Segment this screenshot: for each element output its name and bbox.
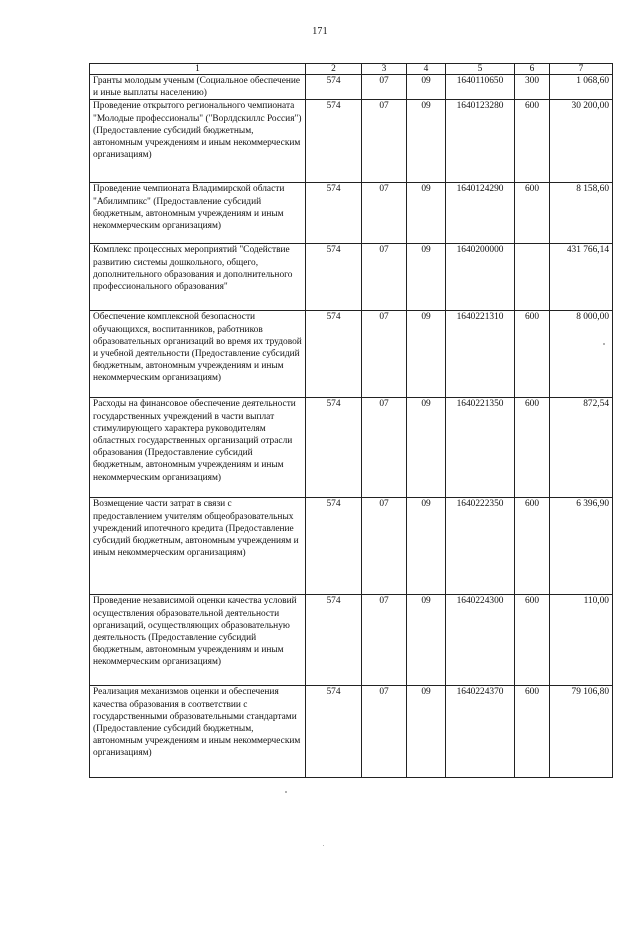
- expense-type-code: [515, 244, 550, 311]
- expense-type-code: 600: [515, 311, 550, 398]
- amount: 8 158,60: [550, 183, 613, 244]
- table-row: [90, 100, 613, 183]
- column-header: 4: [407, 64, 446, 75]
- amount: 431 766,14: [550, 244, 613, 311]
- header-row: [90, 64, 613, 75]
- expense-item-name: Комплекс процессных мероприятий "Содействие развитию системы дошкольного, общего, дополнительного образования и дополнительного профессионального образования": [90, 244, 306, 311]
- table-row: [90, 183, 613, 244]
- subsection-code: 09: [407, 398, 446, 498]
- expense-type-code: 600: [515, 100, 550, 183]
- column-header: 6: [515, 64, 550, 75]
- subsection-code: 09: [407, 183, 446, 244]
- column-header: 5: [446, 64, 515, 75]
- target-article-code: 1640200000: [446, 244, 515, 311]
- expense-type-code: 300: [515, 75, 550, 100]
- target-article-code: 1640224370: [446, 686, 515, 778]
- expense-item-name: Обеспечение комплексной безопасности обучающихся, воспитанников, работников образовательных организаций во время их трудовой и учебной деятельности (Предоставление субсидий бюджетным, автономным учреждениям и иным некоммерческим организациям): [90, 311, 306, 398]
- expense-item-name: Проведение чемпионата Владимирской области "Абилимпикс" (Предоставление субсидий бюджетным, автономным учреждениям и иным некоммерческим организациям): [90, 183, 306, 244]
- section-code: 07: [362, 100, 407, 183]
- scan-speck: [603, 343, 605, 345]
- expense-item-name: Реализация механизмов оценки и обеспечения качества образования в соответствии с государственными образовательными стандартами (Предоставление субсидий бюджетным, автономным учреждениям и иным некоммерческим организациям): [90, 686, 306, 778]
- ministry-code: 574: [306, 398, 362, 498]
- target-article-code: 1640222350: [446, 498, 515, 595]
- table-row: [90, 311, 613, 398]
- column-header: 7: [550, 64, 613, 75]
- ministry-code: 574: [306, 498, 362, 595]
- ministry-code: 574: [306, 311, 362, 398]
- target-article-code: 1640221310: [446, 311, 515, 398]
- ministry-code: 574: [306, 244, 362, 311]
- amount: 30 200,00: [550, 100, 613, 183]
- expense-item-name: Гранты молодым ученым (Социальное обеспечение и иные выплаты населению): [90, 75, 306, 100]
- table-row: [90, 398, 613, 498]
- section-code: 07: [362, 75, 407, 100]
- ministry-code: 574: [306, 100, 362, 183]
- expense-type-code: 600: [515, 595, 550, 686]
- section-code: 07: [362, 686, 407, 778]
- expense-item-name: Проведение открытого регионального чемпионата "Молодые профессионалы" ("Ворлдскиллс Россия") (Предоставление субсидий бюджетным, автономным учреждениям и иным некоммерческим организациям): [90, 100, 306, 183]
- table-row: [90, 686, 613, 778]
- section-code: 07: [362, 244, 407, 311]
- table-row: [90, 498, 613, 595]
- ministry-code: 574: [306, 183, 362, 244]
- expense-type-code: 600: [515, 183, 550, 244]
- scan-speck: [285, 791, 287, 793]
- section-code: 07: [362, 595, 407, 686]
- expense-type-code: 600: [515, 398, 550, 498]
- subsection-code: 09: [407, 498, 446, 595]
- amount: 8 000,00: [550, 311, 613, 398]
- table-row: [90, 244, 613, 311]
- target-article-code: 1640221350: [446, 398, 515, 498]
- expense-type-code: 600: [515, 686, 550, 778]
- subsection-code: 09: [407, 311, 446, 398]
- section-code: 07: [362, 398, 407, 498]
- ministry-code: 574: [306, 75, 362, 100]
- subsection-code: 09: [407, 595, 446, 686]
- scan-speck: [323, 845, 324, 846]
- amount: 6 396,90: [550, 498, 613, 595]
- amount: 79 106,80: [550, 686, 613, 778]
- expense-item-name: Расходы на финансовое обеспечение деятельности государственных учреждений в части выплат стимулирующего характера руководителям областных государственных организаций отрасли образования (Предоставление субсидий бюджетным, автономным учреждениям и иным некоммерческим организациям): [90, 398, 306, 498]
- section-code: 07: [362, 498, 407, 595]
- table-row: [90, 75, 613, 100]
- amount: 110,00: [550, 595, 613, 686]
- target-article-code: 1640224300: [446, 595, 515, 686]
- column-header: 2: [306, 64, 362, 75]
- page-number: 171: [312, 26, 328, 37]
- table-row: [90, 595, 613, 686]
- target-article-code: 1640123280: [446, 100, 515, 183]
- amount: 1 068,60: [550, 75, 613, 100]
- target-article-code: 1640110650: [446, 75, 515, 100]
- section-code: 07: [362, 311, 407, 398]
- subsection-code: 09: [407, 686, 446, 778]
- expense-item-name: Проведение независимой оценки качества условий осуществления образовательной деятельности организаций, осуществляющих образовательную деятельность (Предоставление субсидий бюджетным, автономным учреждениям и иным некоммерческим организациям): [90, 595, 306, 686]
- subsection-code: 09: [407, 75, 446, 100]
- budget-table: [89, 63, 613, 778]
- column-header: 1: [90, 64, 306, 75]
- subsection-code: 09: [407, 100, 446, 183]
- amount: 872,54: [550, 398, 613, 498]
- ministry-code: 574: [306, 595, 362, 686]
- column-header: 3: [362, 64, 407, 75]
- subsection-code: 09: [407, 244, 446, 311]
- ministry-code: 574: [306, 686, 362, 778]
- expense-type-code: 600: [515, 498, 550, 595]
- section-code: 07: [362, 183, 407, 244]
- target-article-code: 1640124290: [446, 183, 515, 244]
- expense-item-name: Возмещение части затрат в связи с предоставлением учителям общеобразовательных учреждений ипотечного кредита (Предоставление субсидий бюджетным, автономным учреждениям и иным некоммерческим организациям): [90, 498, 306, 595]
